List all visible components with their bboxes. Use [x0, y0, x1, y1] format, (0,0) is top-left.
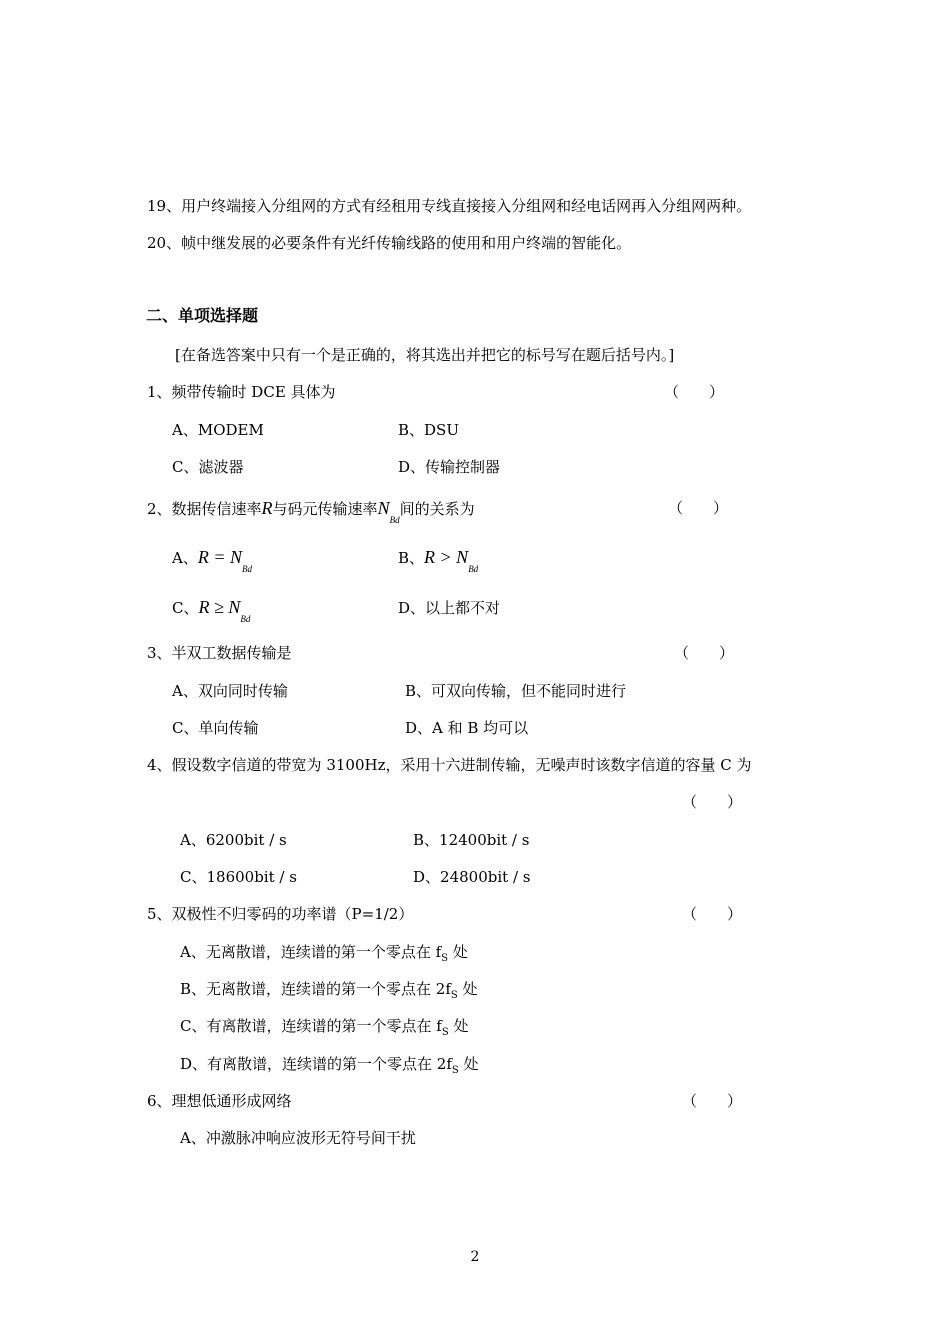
- q3-option-a: A、双向同时传输: [172, 682, 288, 700]
- q6-answer-paren: （ ）: [682, 1092, 743, 1110]
- q4-option-d: D、24800bit / s: [413, 868, 531, 886]
- q4-stem: 4、假设数字信道的带宽为 3100Hz，采用十六进制传输，无噪声时该数字信道的容量 C 为: [147, 756, 752, 774]
- q5-option-d-tail: 处: [463, 1055, 479, 1073]
- q4-option-b: B、12400bit / s: [413, 831, 530, 849]
- q2-option-b-sub: Bd: [468, 564, 479, 574]
- q5-stem: 5、双极性不归零码的功率谱（P=1/2）: [147, 905, 414, 923]
- q1-option-c: C、滤波器: [172, 458, 244, 476]
- q2-option-c-sub: Bd: [240, 614, 251, 624]
- q3-option-c: C、单向传输: [172, 719, 259, 737]
- q2-option-b-label: B、: [398, 549, 425, 567]
- q2-option-b-expr: R > N: [424, 547, 469, 567]
- q3-option-b: B、可双向传输，但不能同时进行: [405, 682, 627, 700]
- q2-option-a: [172, 547, 252, 574]
- q2-option-a-sub: Bd: [242, 564, 252, 574]
- q5-option-a-text: A、无离散谱，连续谱的第一个零点在 f: [180, 943, 442, 961]
- q3-answer-paren: （ ）: [674, 644, 735, 662]
- q5-option-c-text: C、有离散谱，连续谱的第一个零点在 f: [180, 1017, 442, 1035]
- q5-option-d-text: D、有离散谱，连续谱的第一个零点在 2f: [180, 1055, 452, 1073]
- q2-symbol-r: R: [261, 498, 273, 518]
- q2-stem-part1: 2、数据传信速率: [147, 500, 262, 518]
- q2-stem-part2: 与码元传输速率: [272, 500, 378, 518]
- q5-option-c-tail: 处: [453, 1017, 469, 1035]
- page-number: 2: [470, 1249, 480, 1265]
- q2-option-c-label: C、: [172, 599, 199, 617]
- q5-option-b-text: B、无离散谱，连续谱的第一个零点在 2f: [180, 980, 451, 998]
- q1-option-d: D、传输控制器: [398, 458, 501, 476]
- q5-option-d: [180, 1054, 479, 1077]
- q2-option-a-expr: R = N: [197, 547, 242, 567]
- q2-option-c: [172, 597, 251, 624]
- q2-option-c-expr: R ≥ N: [198, 597, 241, 617]
- q5-option-a-sub: S: [441, 953, 449, 964]
- q5-option-c: [180, 1016, 468, 1039]
- q2-option-b: [398, 547, 479, 574]
- statement-20: 20、帧中继发展的必要条件有光纤传输线路的使用和用户终端的智能化。: [147, 234, 632, 252]
- q2-symbol-n: N: [377, 498, 390, 518]
- q4-option-c: C、18600bit / s: [180, 868, 297, 886]
- instruction: [在备选答案中只有一个是正确的，将其选出并把它的标号写在题后括号内。]: [175, 346, 675, 364]
- q1-option-b: B、DSU: [398, 421, 459, 439]
- q5-option-b-sub: S: [450, 990, 458, 1001]
- q3-option-d: D、A 和 B 均可以: [405, 719, 529, 737]
- q3-stem: 3、半双工数据传输是: [147, 644, 292, 662]
- q5-option-c-sub: S: [441, 1027, 449, 1038]
- q5-answer-paren: （ ）: [682, 905, 743, 923]
- q4-option-a: A、6200bit / s: [180, 831, 287, 849]
- q5-option-d-sub: S: [451, 1065, 459, 1076]
- q6-option-a: A、冲激脉冲响应波形无符号间干扰: [180, 1129, 416, 1147]
- q2-option-d: D、以上都不对: [398, 599, 501, 617]
- q6-stem: 6、理想低通形成网络: [147, 1092, 292, 1110]
- q1-option-a: A、MODEM: [172, 421, 264, 439]
- q4-answer-paren: （ ）: [682, 793, 743, 811]
- q2-subscript-bd: Bd: [389, 515, 400, 525]
- q5-option-a-tail: 处: [452, 943, 468, 961]
- section-title: 二、单项选择题: [146, 306, 259, 325]
- statement-19: 19、用户终端接入分组网的方式有经租用专线直接接入分组网和经电话网再入分组网两种。: [147, 197, 752, 215]
- q5-option-a: [180, 942, 468, 965]
- q2-option-a-label: A、: [172, 549, 198, 567]
- q2-stem: [147, 498, 475, 525]
- q1-answer-paren: （ ）: [664, 383, 725, 401]
- q1-stem: 1、频带传输时 DCE 具体为: [147, 383, 336, 401]
- q5-option-b: [180, 979, 478, 1002]
- q5-option-b-tail: 处: [462, 980, 478, 998]
- q2-stem-part3: 间的关系为: [399, 500, 475, 518]
- q2-answer-paren: （ ）: [668, 499, 729, 517]
